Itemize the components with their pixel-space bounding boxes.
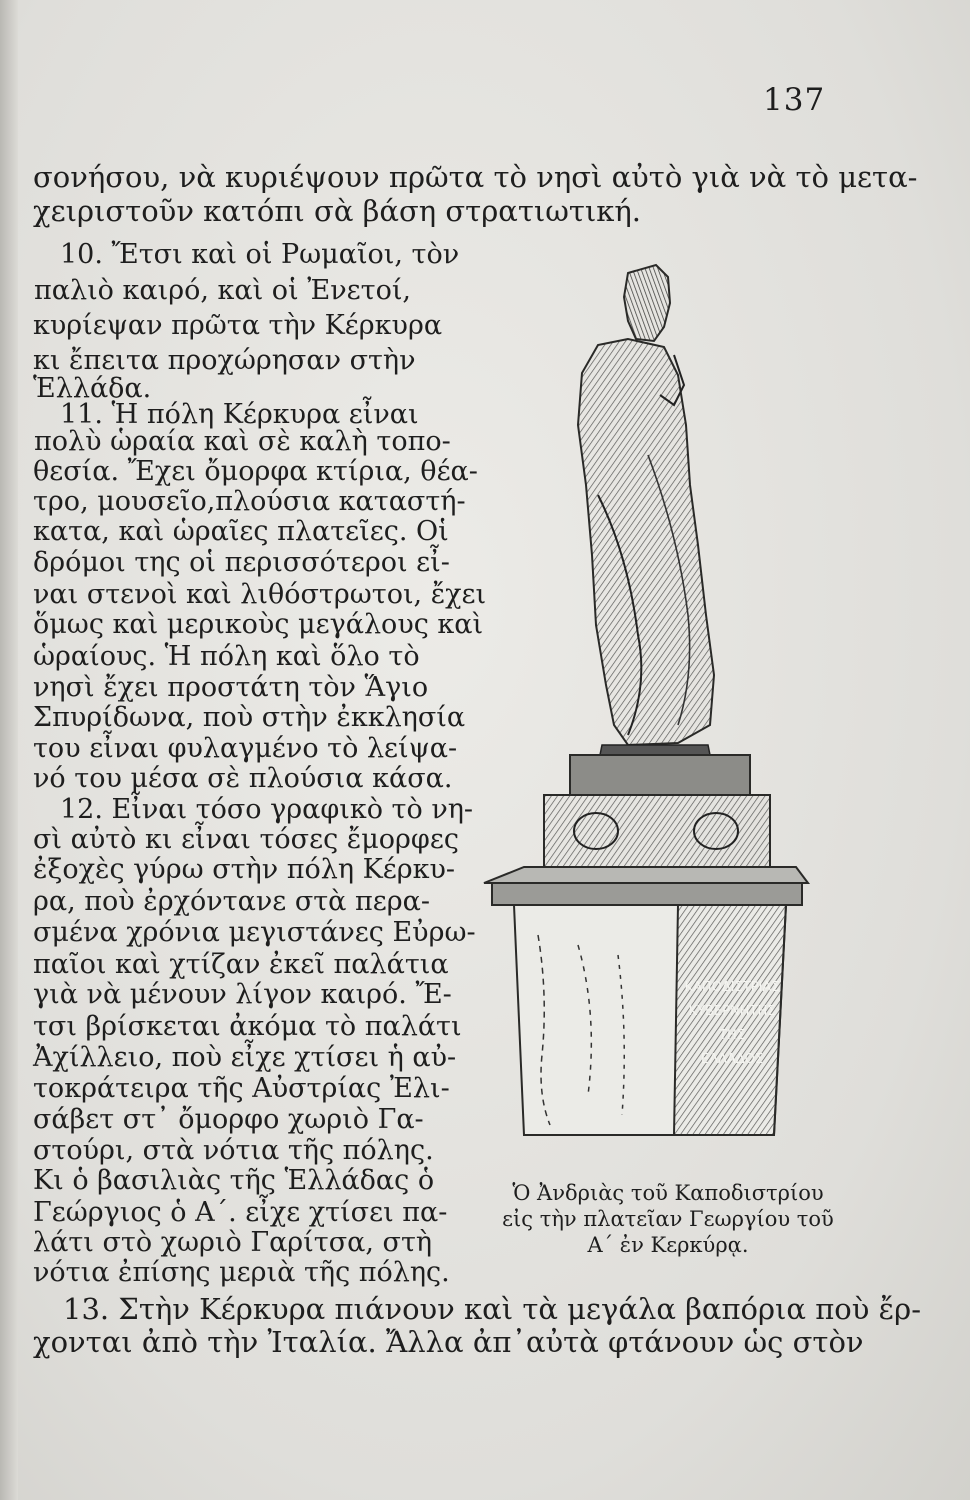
- paragraph-12-line: γιὰ νὰ μένουν λίγον καιρό. Ἔ-: [33, 979, 452, 1010]
- inscription-line: ΚΥΒΕΡΝΗΤΗΣ: [688, 1004, 776, 1019]
- paragraph-11-line: τρο, μουσεῖο,πλούσια καταστή-: [33, 486, 466, 517]
- paragraph-12-line: ρα, ποὺ ἐρχόντανε στὰ περα-: [33, 886, 430, 917]
- caption-line: εἰς τὴν πλατεῖαν Γεωργίου τοῦ: [502, 1207, 834, 1231]
- paragraph-13-line: χονται ἀπὸ τὴν Ἰταλία. Ἄλλα ἀπ᾿αὐτὰ φτάνουν ὡς στὸν: [33, 1325, 864, 1359]
- statue-pedestal: [514, 905, 786, 1135]
- inscription-line: ΚΑΠΟΔΙΣΤΡΙΑΣ: [684, 980, 780, 995]
- paragraph-12-line: Κι ὁ βασιλιὰς τῆς Ἑλλάδας ὁ: [33, 1165, 435, 1196]
- statue-illustration: [478, 255, 848, 1155]
- paragraph-11-line: ὅμως καὶ μερικοὺς μεγάλους καὶ: [33, 609, 484, 640]
- paragraph-12-line: τσι βρίσκεται ἀκόμα τὸ παλάτι: [33, 1011, 462, 1042]
- paragraph-11-line: νησὶ ἔχει προστάτη τὸν Ἅγιο: [33, 672, 429, 703]
- paragraph-11-line: νό του μέσα σὲ πλούσια κάσα.: [33, 763, 453, 794]
- figure-caption: [488, 1180, 848, 1258]
- paragraph-10-line: παλιὸ καιρό, καὶ οἱ Ἐνετοί,: [34, 275, 411, 306]
- page-gutter-shadow: [0, 0, 18, 1500]
- paragraph-12-line: 12. Εἶναι τόσο γραφικὸ τὸ νη-: [60, 794, 474, 825]
- statue-figure: [578, 265, 714, 755]
- statue-plinth: [484, 755, 808, 905]
- paragraph-11-line: Σπυρίδωνα, ποὺ στὴν ἐκκλησία: [33, 702, 466, 733]
- paragraph-12-line: σὶ αὐτὸ κι εἶναι τόσες ἔμορφες: [33, 824, 459, 855]
- caption-line: Ὁ Ἀνδριὰς τοῦ Καποδιστρίου: [512, 1181, 824, 1205]
- paragraph-12-line: ἐξοχὲς γύρω στὴν πόλη Κέρκυ-: [33, 854, 456, 885]
- paragraph-10-line: κι ἔπειτα προχώρησαν στὴν: [33, 345, 416, 376]
- paragraph-12-line: στούρι, στὰ νότια τῆς πόλης.: [33, 1135, 434, 1166]
- paragraph-12-line: τοκράτειρα τῆς Αὐστρίας Ἐλι-: [33, 1073, 450, 1104]
- paragraph-13-line: 13. Στὴν Κέρκυρα πιάνουν καὶ τὰ μεγάλα βαπόρια ποὺ ἔρ-: [63, 1292, 922, 1326]
- paragraph-12-line: σμένα χρόνια μεγιστάνες Εὐρω-: [33, 917, 476, 948]
- paragraph-12-line: Γεώργιος ὁ Α΄. εἶχε χτίσει πα-: [33, 1197, 448, 1228]
- paragraph-11-line: κατα, καὶ ὡραῖες πλατεῖες. Οἱ: [33, 516, 449, 547]
- paragraph-12-line: σάβετ στ᾿ ὄμορφο χωριὸ Γα-: [33, 1104, 424, 1135]
- inscription-line: ΤΗΣ: [719, 1028, 745, 1043]
- caption-line: Α΄ ἐν Κερκύρᾳ.: [587, 1233, 749, 1257]
- paragraph-10-line: Ἑλλάδα.: [33, 373, 152, 404]
- paragraph-10-line: 10. Ἔτσι καὶ οἱ Ρωμαῖοι, τὸν: [60, 239, 460, 270]
- page-number: 137: [763, 82, 826, 118]
- paragraph-11-line: δρόμοι της οἱ περισσότεροι εἶ-: [33, 547, 450, 578]
- paragraph-12-line: νότια ἐπίσης μεριὰ τῆς πόλης.: [33, 1257, 450, 1288]
- paragraph-12-line: Ἀχίλλειο, ποὺ εἶχε χτίσει ἡ αὐ-: [33, 1042, 457, 1073]
- paragraph-12-line: λάτι στὸ χωριὸ Γαρίτσα, στὴ: [33, 1227, 433, 1258]
- paragraph-11-line: του εἶναι φυλαγμένο τὸ λείψα-: [33, 733, 458, 764]
- paragraph-11-line: πολὺ ὡραία καὶ σὲ καλὴ τοπο-: [34, 426, 451, 457]
- paragraph-11-line: ναι στενοὶ καὶ λιθόστρωτοι, ἔχει: [33, 579, 487, 610]
- paragraph-11-line: 11. Ἡ πόλη Κέρκυρα εἶναι: [60, 399, 419, 430]
- inscription-line: ΕΛΛΑΔΟΣ: [700, 1052, 764, 1067]
- paragraph-11-line: θεσία. Ἔχει ὄμορφα κτίρια, θέα-: [33, 456, 478, 487]
- text-line-full: χειριστοῦν κατόπι σὰ βάση στρατιωτική.: [33, 194, 642, 228]
- paragraph-11-line: ὡραίους. Ἡ πόλη καὶ ὅλο τὸ: [33, 641, 420, 672]
- paragraph-10-line: κυρίεψαν πρῶτα τὴν Κέρκυρα: [33, 310, 443, 341]
- paragraph-12-line: παῖοι καὶ χτίζαν ἐκεῖ παλάτια: [33, 949, 449, 980]
- text-line-full: σονήσου, νὰ κυριέψουν πρῶτα τὸ νησὶ αὐτὸ γιὰ νὰ τὸ μετα-: [33, 160, 918, 194]
